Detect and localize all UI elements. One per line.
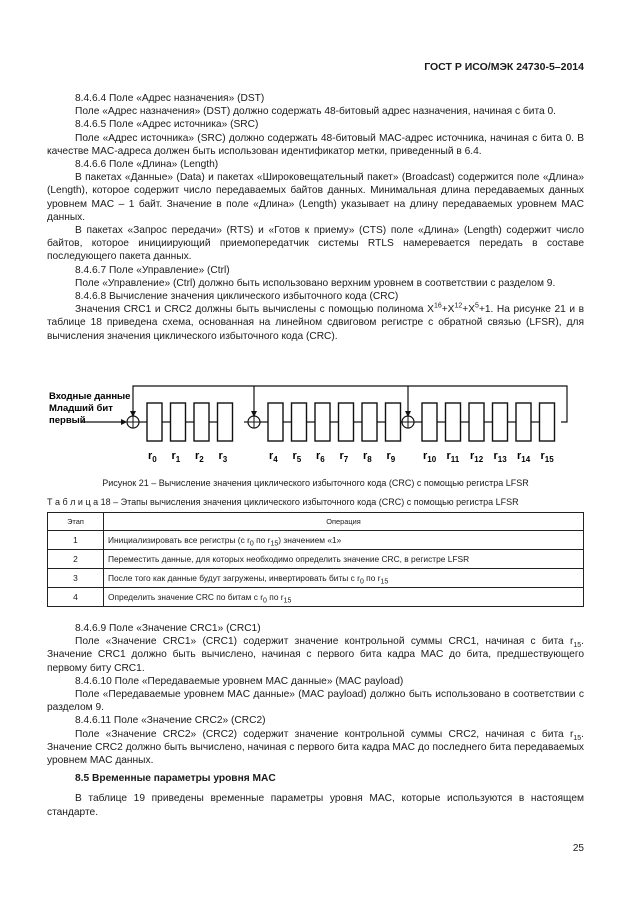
register-label: $r_{14}$	[517, 450, 531, 464]
register-label: $r_5$	[292, 450, 302, 464]
register-r15	[540, 403, 555, 441]
xor-gate	[402, 416, 414, 428]
paragraph: 8.4.6.5 Поле «Адрес источника» (SRC)	[75, 119, 259, 131]
paragraph: Поле «Значение CRC1» (CRC1) содержит значение контрольной суммы CRC1, начиная с бита $r_{15}$. Значение CRC1 должно быть вычислено, начиная с первого бита кадра MAC до бита, предшествующего первому биту CRC1.	[47, 636, 584, 674]
figure-caption: Рисунок 21 – Вычисление значения циклического избыточного кода (CRC) с помощью регистра LFSR	[102, 478, 529, 488]
step-number: 3	[48, 569, 104, 588]
table-caption: Т а б л и ц а 18 – Этапы вычисления значения циклического избыточного кода (CRC) с помощью регистра LFSR	[47, 497, 519, 507]
paragraph: В таблице 19 приведены временные параметры уровня MAC, которые используются в настоящем стандарте.	[47, 793, 584, 818]
step-operation: Определить значение CRC по битам с $r_0$ по $r_{15}$	[104, 588, 584, 607]
register-label: $r_9$	[386, 450, 396, 464]
paragraph: Поле «Значение CRC2» (CRC2) содержит значение контрольной суммы CRC2, начиная с бита $r_{15}$. Значение CRC2 должно быть вычислено, начиная с первого бита кадра MAC до последнего бита передаваемых уровнем MAC данных.	[47, 728, 584, 767]
column-header: Операция	[104, 513, 584, 531]
xor-gate	[127, 416, 139, 428]
paragraph: В пакетах «Данные» (Data) и пакетах «Широковещательный пакет» (Broadcast) содержится поле «Длина» (Length), которое содержит число передаваемых байтов данных. Минимальная длина передаваемых данных уровнем MAC – 1 байт. Значение в поле «Длина» (Length) указывает на длину передаваемых уровнем MAC данных.	[47, 172, 584, 223]
register-label: $r_7$	[339, 450, 349, 464]
register-label: $r_1$	[171, 450, 181, 464]
register-label: $r_8$	[363, 450, 372, 464]
register-label: $r_{11}$	[446, 450, 460, 464]
step-number: 2	[48, 550, 104, 569]
xor-gate	[248, 416, 260, 428]
register-r5	[292, 403, 307, 441]
paragraph: В пакетах «Запрос передачи» (RTS) и «Готов к приему» (CTS) поле «Длина» (Length) содержит число байтов, которое инициирующий приемопередатчик системы RTLS намеревается передать в составе последующего пакета данных.	[47, 225, 584, 263]
register-label: $r_0$	[148, 450, 157, 464]
register-r7	[339, 403, 354, 441]
register-label: $r_{10}$	[423, 450, 437, 464]
paragraph: 8.4.6.6 Поле «Длина» (Length)	[75, 159, 219, 171]
register-label: $r_3$	[218, 450, 228, 464]
register-r3	[218, 403, 233, 441]
crc-steps-table	[47, 512, 584, 607]
register-r1	[171, 403, 186, 441]
paragraph: 8.4.6.4 Поле «Адрес назначения» (DST)	[75, 93, 265, 104]
register-label: $r_{13}$	[493, 450, 507, 464]
register-r0	[147, 403, 162, 441]
register-label: $r_{12}$	[470, 450, 484, 464]
column-header: Этап	[48, 513, 104, 531]
paragraph: Поле «Передаваемые уровнем MAC данные» (MAC payload) должно быть использовано в соответствии с разделом 9.	[47, 689, 584, 714]
step-number: 4	[48, 588, 104, 607]
paragraph: Поле «Адрес назначения» (DST) должно содержать 48-битовый адрес назначения, начиная с бита 0.	[75, 106, 556, 118]
register-r14	[516, 403, 531, 441]
table-row	[48, 588, 584, 607]
running-header: ГОСТ Р ИСО/МЭК 24730-5–2014	[424, 61, 584, 73]
register-r10	[422, 403, 437, 441]
paragraph: Поле «Адрес источника» (SRC) должно содержать 48-битовый MAC-адрес источника, начиная с бита 0. В качестве MAC-адреса должен быть использован идентификатор метки, приведенный в 6.4.	[47, 132, 584, 157]
input-label-3: первый	[49, 415, 86, 426]
paragraph: Поле «Управление» (Ctrl) должно быть использовано верхним уровнем в соответствии с разделом 9.	[75, 277, 556, 289]
body-text-bottom	[47, 622, 584, 819]
crc-polynomial-paragraph: Значения CRC1 и CRC2 должны быть вычислены с помощью полинома $X^{16}+X^{12}+X^5+1$. На рисунке 21 и в таблице 18 приведена схема, основанная на линейном сдвиговом регистре с обратной связью (LFSR), для вычисления значения циклического избыточного кода (CRC).	[47, 302, 584, 342]
section-heading: 8.5 Временные параметры уровня MAC	[75, 773, 276, 785]
register-label: $r_{15}$	[540, 450, 554, 464]
table-row	[48, 569, 584, 588]
register-r2	[194, 403, 209, 441]
step-operation: После того как данные будут загружены, инвертировать биты с $r_0$ по $r_{15}$	[104, 569, 584, 588]
register-label: $r_2$	[195, 450, 204, 464]
paragraph: 8.4.6.8 Вычисление значения циклического избыточного кода (CRC)	[75, 291, 399, 303]
step-number: 1	[48, 531, 104, 550]
table-row	[48, 550, 584, 569]
lfsr-diagram	[47, 382, 584, 472]
paragraph: 8.4.6.7 Поле «Управление» (Ctrl)	[75, 264, 230, 276]
register-r13	[493, 403, 508, 441]
step-operation: Инициализировать все регистры (с $r_0$ по $r_{15}$) значением «1»	[104, 531, 584, 550]
register-r9	[386, 403, 401, 441]
body-text-top	[47, 92, 584, 343]
table-header-row	[48, 513, 584, 531]
register-label: $r_4$	[269, 450, 278, 464]
step-operation: Переместить данные, для которых необходимо определить значение CRC, в регистре LFSR	[104, 550, 584, 569]
paragraph: 8.4.6.10 Поле «Передаваемые уровнем MAC данные» (MAC payload)	[75, 675, 404, 687]
register-r11	[446, 403, 461, 441]
paragraph: 8.4.6.11 Поле «Значение CRC2» (CRC2)	[75, 715, 266, 727]
input-label-2: Младший бит	[49, 403, 113, 414]
page-number: 25	[572, 843, 584, 854]
paragraph: 8.4.6.9 Поле «Значение CRC1» (CRC1)	[75, 623, 261, 634]
table-row	[48, 531, 584, 550]
register-r4	[268, 403, 283, 441]
input-label-1: Входные данные	[49, 391, 131, 402]
register-r6	[315, 403, 330, 441]
register-label: $r_6$	[316, 450, 325, 464]
register-r12	[469, 403, 484, 441]
register-r8	[362, 403, 377, 441]
